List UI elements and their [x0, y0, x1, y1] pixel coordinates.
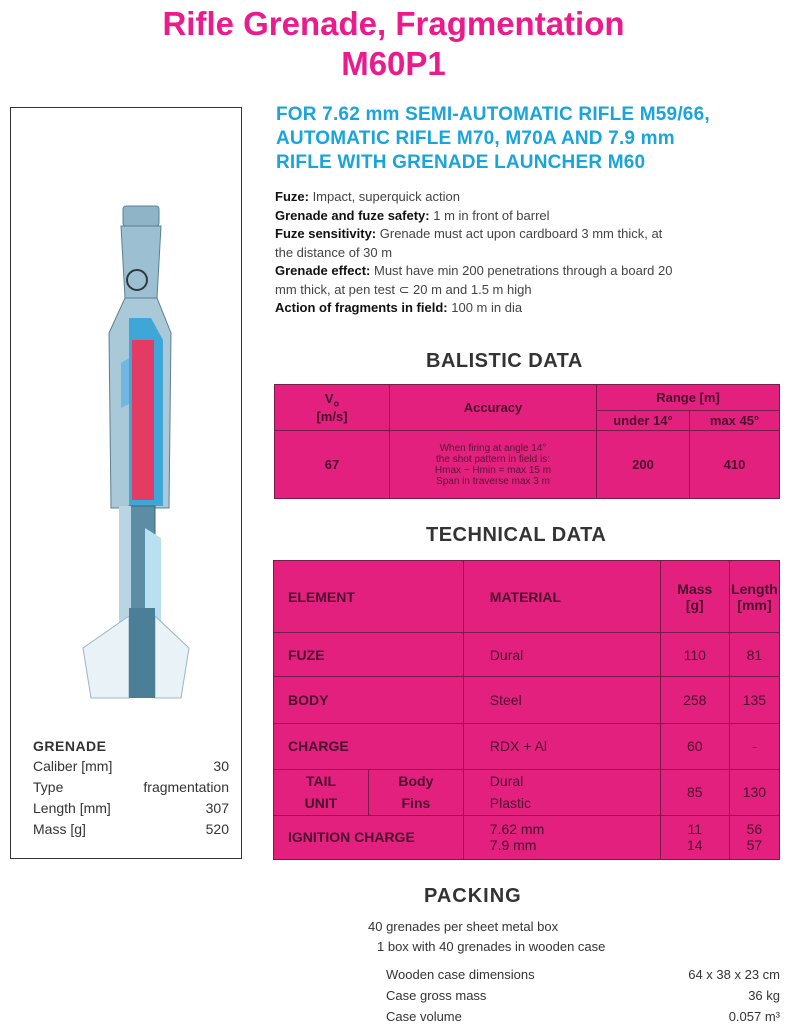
spec-row: Length [mm] 307 [33, 800, 229, 816]
grenade-illustration-panel [10, 107, 242, 859]
packing-row: Wooden case dimensions 64 x 38 x 23 cm [386, 967, 780, 982]
range-header: Range [m] [597, 385, 780, 411]
table-row: CHARGE RDX + Al 60 - [274, 723, 780, 769]
packing-line: 1 box with 40 grenades in wooden case [377, 939, 606, 954]
grenade-cutaway-illustration [11, 108, 241, 728]
desc-fuze: Fuze: Impact, superquick action [275, 189, 460, 204]
packing-title: PACKING [424, 885, 522, 907]
model-designation: M60P1 [341, 45, 446, 82]
desc-sensitivity: Fuze sensitivity: Grenade must act upon cardboard 3 mm thick, at the distance of 30 m [275, 226, 663, 260]
technical-table [273, 560, 780, 860]
accuracy-value: When firing at angle 14° the shot pattern in field is: Hmax − Hmin = max 15 m Span in traverse max 3 m [390, 431, 597, 499]
technical-title: TECHNICAL DATA [426, 524, 607, 546]
desc-safety: Grenade and fuze safety: 1 m in front of barrel [275, 207, 550, 223]
mass-header: Mass [g] [660, 561, 729, 633]
grenade-heading: GRENADE [33, 738, 107, 754]
page-title: Rifle Grenade, Fragmentation [162, 5, 625, 42]
accuracy-header: Accuracy [390, 385, 597, 431]
table-row: FUZE Dural 110 81 [274, 633, 780, 677]
v0-value: 67 [275, 431, 390, 499]
packing-row: Case volume 0.057 m³ [386, 1009, 780, 1024]
table-row: TAIL UNIT Body Fins Dural Plastic 85 130 [274, 769, 780, 815]
ballistic-title: BALISTIC DATA [426, 350, 583, 372]
weapon-compatibility: FOR 7.62 mm SEMI-AUTOMATIC RIFLE M59/66, AUTOMATIC RIFLE M70, M70A AND 7.9 mm RIFLE WITH GRENADE LAUNCHER M60 [276, 104, 710, 173]
spec-row: Type fragmentation [33, 779, 229, 795]
range-under-header: under 14° [597, 411, 690, 431]
ballistic-table [274, 384, 780, 499]
description-block [275, 188, 675, 318]
range-under-value: 200 [597, 431, 690, 499]
grenade-specs [33, 738, 229, 840]
range-max-value: 410 [690, 431, 780, 499]
packing-row: Case gross mass 36 kg [386, 988, 780, 1003]
range-max-header: max 45° [690, 411, 780, 431]
spec-row: Mass [g] 520 [33, 821, 229, 837]
desc-fragments: Action of fragments in field: 100 m in dia [275, 300, 523, 315]
table-row: IGNITION CHARGE 7.62 mm 7.9 mm 11 14 56 57 [274, 815, 780, 859]
length-header: Length [mm] [729, 561, 779, 633]
spec-row: Caliber [mm] 30 [33, 758, 229, 774]
desc-effect: Grenade effect: Must have min 200 penetrations through a board 20 mm thick, at pen test ⊂ 20 m and 1.5 m high [275, 263, 673, 297]
element-header: ELEMENT [274, 561, 464, 633]
material-header: MATERIAL [463, 561, 660, 633]
v0-header: $V_o$ [m/s] [275, 385, 390, 431]
packing-line: 40 grenades per sheet metal box [368, 919, 559, 934]
table-row: BODY Steel 258 135 [274, 677, 780, 723]
